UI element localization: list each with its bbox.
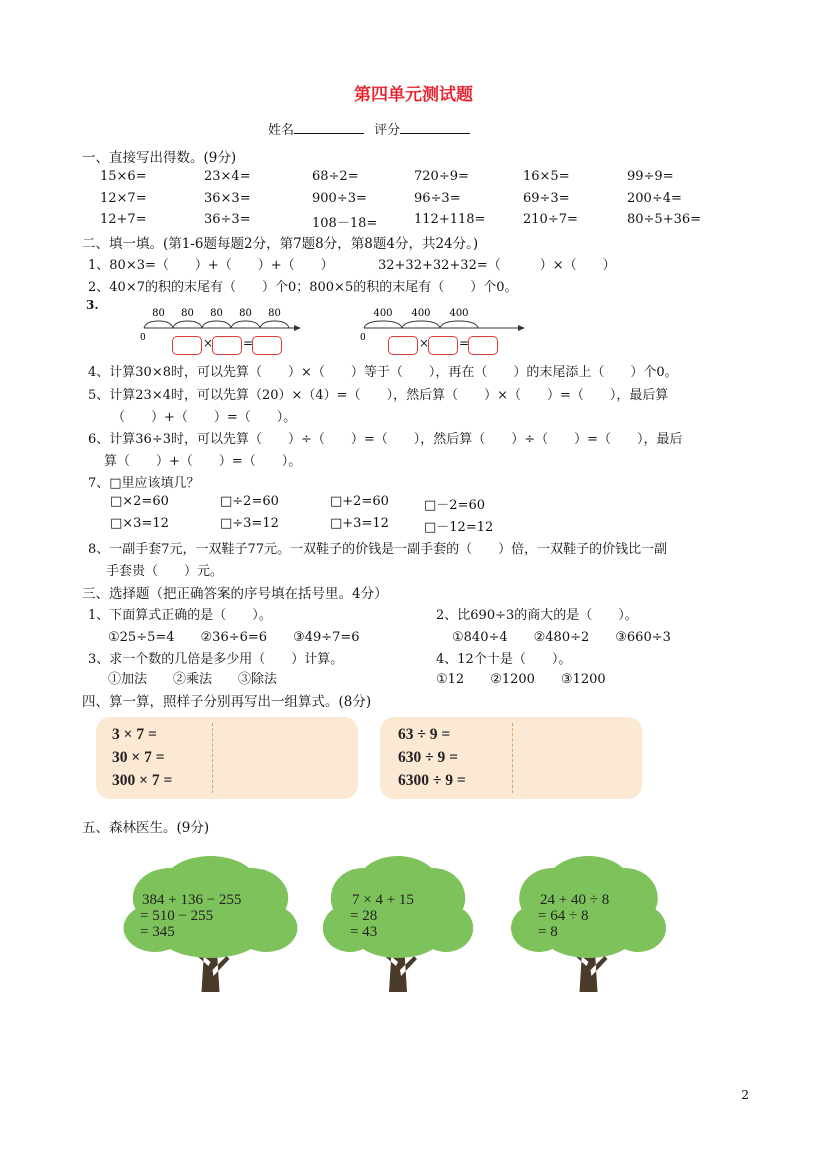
- example-line: 63 ÷ 9 =: [398, 726, 451, 743]
- tree-calculation-line: = 345: [140, 924, 175, 940]
- mental-math-item: 99÷9=: [627, 169, 674, 184]
- q2-7: 7、□里应该填几？: [88, 476, 200, 491]
- tree-calculation-line: = 64 ÷ 8: [538, 908, 589, 924]
- tree-calculation-line: = 8: [538, 924, 558, 940]
- section-2-heading: 二、填一填。(第1-6题每题2分，第7题8分，第8题4分，共24分。): [82, 236, 479, 252]
- mental-math-item: 15×6=: [100, 169, 147, 184]
- mental-math-item: 36×3=: [204, 191, 251, 206]
- answer-box[interactable]: [428, 336, 458, 355]
- number-line-1-label: 80: [152, 308, 165, 319]
- number-line-1-zero: 0: [140, 333, 146, 343]
- example-line: 30 × 7 =: [112, 749, 165, 766]
- fill-box-equation: □×2=60: [110, 494, 169, 509]
- example-line: 300 × 7 =: [112, 772, 173, 789]
- fill-box-equation: □×3=12: [110, 516, 169, 531]
- number-line-2-arc: [364, 321, 402, 328]
- fill-box-equation: □－2=60: [424, 498, 485, 513]
- number-line-2-arc: [440, 321, 478, 328]
- mental-math-item: 69÷3=: [523, 191, 570, 206]
- tree-calculation-line: = 28: [350, 908, 378, 924]
- q2-5b: （ ）+（ ）=（ ）。: [112, 410, 297, 425]
- mental-math-item: 23×4=: [204, 169, 251, 184]
- mental-math-item: 36÷3=: [204, 212, 251, 227]
- mental-math-item: 720÷9=: [414, 169, 469, 184]
- fill-box-equation: □－12=12: [424, 520, 494, 535]
- tree-illustration: [506, 856, 671, 996]
- q3-1-options: ①25÷5=4 ②36÷6=6 ③49÷7=6: [108, 630, 360, 645]
- q2-1a: 1、80×3=（ ）+（ ）+（ ）: [88, 258, 334, 273]
- number-line-1-label: 80: [239, 308, 252, 319]
- tree-illustration: [318, 856, 478, 996]
- mental-math-item: 16×5=: [523, 169, 570, 184]
- tree-calculation-line: 7 × 4 + 15: [352, 892, 414, 908]
- q3-1: 1、下面算式正确的是（ ）。: [88, 608, 272, 623]
- fill-box-equation: □÷3=12: [220, 516, 279, 531]
- mental-math-item: 68÷2=: [312, 169, 359, 184]
- answer-box[interactable]: [252, 336, 282, 355]
- section-5-heading: 五、森林医生。(9分): [82, 820, 210, 836]
- q2-3-label: 3.: [86, 298, 99, 312]
- number-line-1-arc: [260, 321, 289, 328]
- mental-math-item: 12+7=: [100, 212, 147, 227]
- q3-4-options: ①12 ②1200 ③1200: [436, 672, 606, 687]
- q3-3-options: ①加法 ②乘法 ③除法: [108, 672, 278, 687]
- q3-2-options: ①840÷4 ②480÷2 ③660÷3: [452, 630, 671, 645]
- mental-math-item: 96÷3=: [414, 191, 461, 206]
- number-line-1-label: 80: [210, 308, 223, 319]
- number-line-1-label: 80: [181, 308, 194, 319]
- number-line-1-arc: [202, 321, 231, 328]
- times-sign: ×: [203, 336, 214, 350]
- mental-math-item: 210÷7=: [523, 212, 578, 227]
- mental-math-item: 900÷3=: [312, 191, 367, 206]
- q2-6a: 6、计算36÷3时，可以先算（ ）÷（ ）=（ ），然后算（ ）÷（ ）=（ ），最后: [88, 432, 683, 447]
- example-line: 630 ÷ 9 =: [398, 749, 458, 766]
- number-line-1-arc: [173, 321, 202, 328]
- tree-calculation-line: = 43: [350, 924, 378, 940]
- fill-box-equation: □+2=60: [330, 494, 389, 509]
- fill-box-equation: □÷2=60: [220, 494, 279, 509]
- number-line-2-zero: 0: [360, 333, 366, 343]
- dashed-divider: [512, 723, 513, 793]
- q2-8a: 8、一副手套7元，一双鞋子77元。一双鞋子的价钱是一副手套的（ ）倍，一双鞋子的价钱比一副: [88, 542, 668, 557]
- mental-math-item: 112+118=: [414, 212, 486, 227]
- number-line-1-arc: [231, 321, 260, 328]
- q2-8b: 手套贵（ ）元。: [106, 564, 224, 579]
- name-score-line: [268, 119, 470, 138]
- equals-sign: =: [459, 336, 470, 350]
- q3-2: 2、比690÷3的商大的是（ ）。: [436, 608, 638, 623]
- page-number: 2: [741, 1088, 749, 1102]
- page-title: 第四单元测试题: [354, 85, 473, 105]
- section-3-heading: 三、选择题（把正确答案的序号填在括号里。4分）: [82, 586, 388, 602]
- score-blank[interactable]: [400, 121, 470, 134]
- tree-calculation-line: = 510 − 255: [140, 908, 214, 924]
- times-sign: ×: [419, 336, 430, 350]
- mental-math-item: 12×7=: [100, 191, 147, 206]
- number-line-1-label: 80: [268, 308, 281, 319]
- number-line-2-label: 400: [373, 308, 393, 319]
- section-4-heading: 四、算一算，照样子分别再写出一组算式。(8分): [82, 694, 372, 710]
- q2-5a: 5、计算23×4时，可以先算（20）×（4）=（ ），然后算（ ）×（ ）=（ ），最后算: [88, 388, 669, 403]
- answer-box[interactable]: [172, 336, 202, 355]
- tree-calculation-line: 24 + 40 ÷ 8: [540, 892, 610, 908]
- mental-math-item: 108－18=: [312, 216, 378, 231]
- example-line: 3 × 7 =: [112, 726, 157, 743]
- name-blank[interactable]: [294, 121, 364, 134]
- number-line-2-label: 400: [449, 308, 469, 319]
- q2-2: 2、40×7的积的末尾有（ ）个0；800×5的积的末尾有（ ）个0。: [88, 280, 518, 295]
- name-label: 姓名: [268, 123, 295, 138]
- answer-box[interactable]: [212, 336, 242, 355]
- answer-box[interactable]: [468, 336, 498, 355]
- q2-1b: 32+32+32+32=（ ）×（ ）: [378, 258, 616, 273]
- equals-sign: =: [243, 336, 254, 350]
- q2-6b: 算（ ）+（ ）=（ ）。: [104, 454, 302, 469]
- answer-box[interactable]: [388, 336, 418, 355]
- q2-4: 4、计算30×8时，可以先算（ ）×（ ）等于（ ），再在（ ）的末尾添上（ ）个0。: [88, 365, 678, 380]
- q3-3: 3、求一个数的几倍是多少用（ ）计算。: [88, 652, 344, 667]
- dashed-divider: [212, 723, 213, 793]
- number-line-2-arc: [402, 321, 440, 328]
- section-1-heading: 一、直接写出得数。(9分): [82, 150, 237, 166]
- tree-calculation-line: 384 + 136 − 255: [142, 892, 242, 908]
- q3-4: 4、12个十是（ ）。: [436, 652, 572, 667]
- score-label: 评分: [374, 123, 401, 138]
- mental-math-item: 200÷4=: [627, 191, 682, 206]
- number-line-1-arc: [144, 321, 173, 328]
- fill-box-equation: □+3=12: [330, 516, 389, 531]
- number-line-2-label: 400: [411, 308, 431, 319]
- mental-math-item: 80÷5+36=: [627, 212, 702, 227]
- example-line: 6300 ÷ 9 =: [398, 772, 466, 789]
